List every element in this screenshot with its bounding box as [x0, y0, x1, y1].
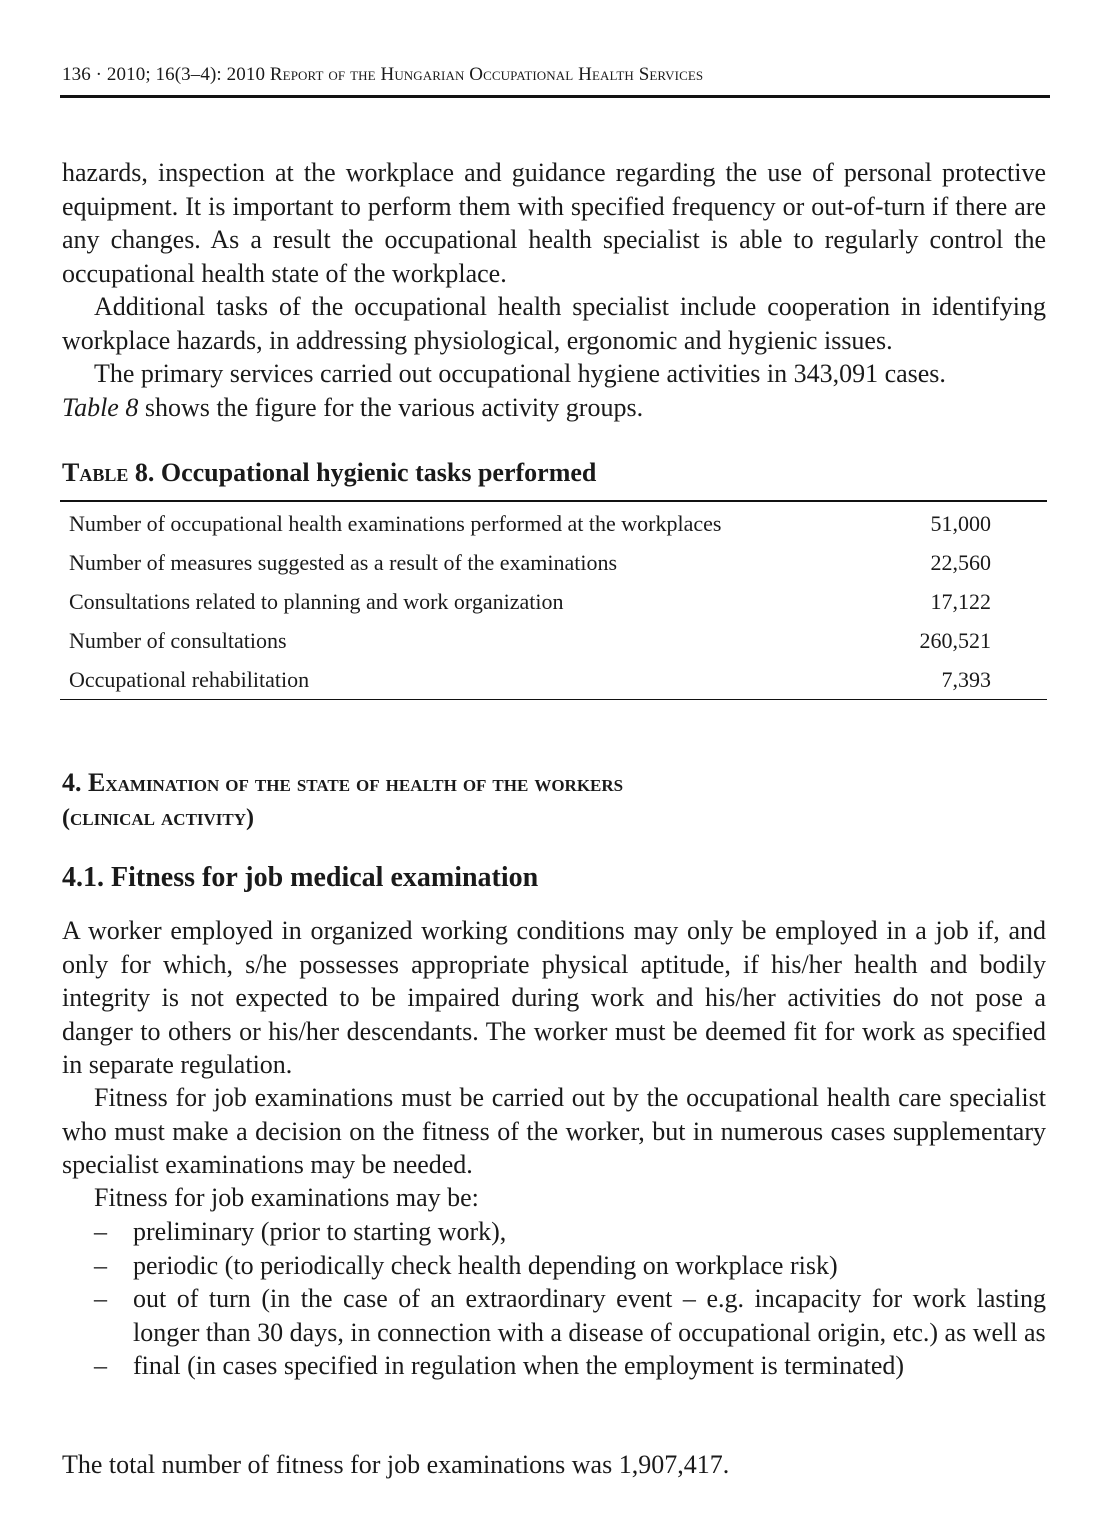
list-item-text: out of turn (in the case of an extraordinary event – e.g. incapacity for work lasting longer than 30 days, in connection with a disease of occupational origin, etc.) as well as [133, 1284, 1046, 1347]
row-value: 51,000 [930, 510, 991, 536]
table-row [60, 543, 1047, 582]
section-first-letter: E [88, 768, 106, 797]
row-value: 17,122 [930, 588, 991, 614]
row-label: Consultations related to planning and work organization [69, 588, 564, 614]
occupational-hygiene-table [60, 500, 1047, 700]
dash-bullet-icon: – [94, 1284, 107, 1313]
table-row [60, 660, 1047, 699]
table-reference: Table 8 [62, 392, 139, 422]
table-caption-title: 8. Occupational hygienic tasks performed [128, 458, 597, 487]
table-caption-prefix: Table [62, 458, 129, 487]
row-value: 7,393 [941, 666, 991, 692]
section-title-line2: (clinical activity) [62, 805, 255, 831]
row-label: Occupational rehabilitation [69, 666, 310, 692]
paragraph-hazards: hazards, inspection at the workplace and guidance regarding the use of personal protective equipment. It is important to perform them with specified frequency or out-of-turn if there are any changes. As a result the occupational health specialist is able to regularly control the occupational health state of the workplace. [62, 158, 1046, 288]
list-item [62, 1282, 1046, 1349]
table-reference-rest: shows the figure for the various activity groups. [138, 392, 644, 422]
paragraph-additional-tasks: Additional tasks of the occupational health specialist include cooperation in identifying workplace hazards, in addressing physiological, ergonomic and hygienic issues. [62, 292, 1046, 355]
row-label: Number of consultations [69, 627, 287, 653]
dash-bullet-icon: – [94, 1351, 107, 1380]
paragraph-primary-services [62, 357, 1046, 424]
list-item [62, 1249, 1046, 1283]
row-label: Number of measures suggested as a result of the examinations [69, 549, 618, 575]
examination-types-list [62, 1215, 1046, 1383]
section-heading [62, 766, 623, 835]
section-title-line1: xamination of the state of health of the workers [105, 771, 624, 797]
list-item-text: preliminary (prior to starting work), [133, 1217, 507, 1246]
running-head-title: Report of the Hungarian Occupational Health Services [269, 64, 704, 85]
table-row [60, 621, 1047, 660]
table-row [60, 582, 1047, 621]
row-label: Number of occupational health examinations performed at the workplaces [69, 510, 722, 536]
list-item-text: periodic (to periodically check health depending on workplace risk) [133, 1250, 838, 1280]
running-head-prefix: 136 · 2010; 16(3–4): 2010 [62, 64, 270, 85]
section-number: 4. [62, 768, 88, 797]
list-item-text: final (in cases specified in regulation when the employment is terminated) [133, 1351, 905, 1380]
row-value: 22,560 [930, 549, 991, 575]
running-head [62, 64, 1050, 86]
dash-bullet-icon: – [94, 1250, 107, 1280]
table-caption [62, 458, 596, 488]
paragraph-total-examinations: The total number of fitness for job examinations was 1,907,417. [62, 1450, 730, 1479]
primary-services-text: The primary services carried out occupational hygiene activities in 343,091 cases. [94, 359, 946, 388]
table-row [60, 504, 1047, 543]
paragraph-list-intro: Fitness for job examinations may be: [94, 1183, 479, 1212]
list-item [62, 1215, 1046, 1249]
row-value: 260,521 [919, 627, 991, 653]
subsection-heading: 4.1. Fitness for job medical examination [62, 862, 539, 893]
list-item [62, 1349, 1046, 1383]
paragraph-worker-employed: A worker employed in organized working conditions may only be employed in a job if, and only for which, s/he possesses appropriate physical aptitude, if his/her health and bodily integrity is not expected to be impaired during work and his/her activities do not pose a danger to others or his/her descendants. The worker must be deemed fit for work as specified in separate regulation. [62, 916, 1046, 1079]
header-rule [60, 95, 1050, 98]
paragraph-fitness-carried-out: Fitness for job examinations must be carried out by the occupational health care specialist who must make a decision on the fitness of the worker, but in numerous cases supplementary specialist examinations may be needed. [62, 1083, 1046, 1179]
dash-bullet-icon: – [94, 1217, 107, 1246]
